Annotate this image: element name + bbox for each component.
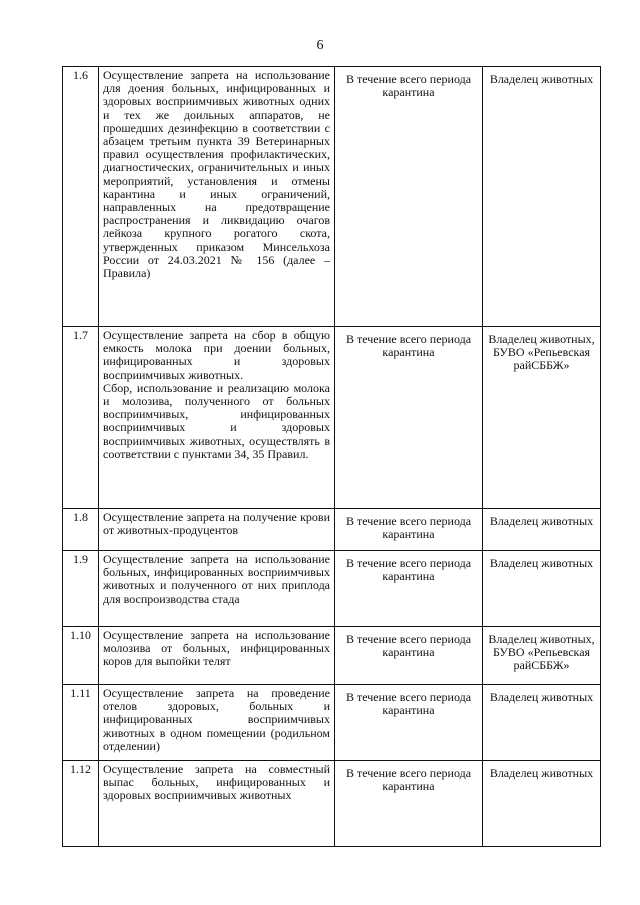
row-period: В течение всего периода карантина [335,509,483,551]
table-row [63,551,601,627]
row-action-part: Сбор, использование и реализацию молока и молозива, полученного от больных восприимчивых, инфицированных восприимчивых и здоровых восприимчивых животных, осуществлять в соответствии с пунктами 34, 35 Правил. [103,380,330,461]
row-number: 1.7 [63,327,99,509]
table-row [63,627,601,685]
row-number: 1.8 [63,509,99,551]
row-responsible: Владелец животных [483,551,601,627]
row-action: Осуществление запрета на использование для доения больных, инфицированных и здоровых восприимчивых животных одних и тех же доильных аппаратов, не прошедших дезинфекцию в соответствии с абзацем третьим пункта 39 Ветеринарных правил осуществления профилактических, диагностических, ограничительных и иных мероприятий, установления и отмены карантина и иных ограничений, направленных на предотвращение распространения и ликвидацию очагов лейкоза крупного рогатого скота, утвержденных приказом Минсельхоза России от 24.03.2021 № 156 (далее – Правила) [99,67,335,327]
row-number: 1.11 [63,685,99,761]
row-responsible: Владелец животных [483,67,601,327]
row-responsible: Владелец животных [483,509,601,551]
row-period: В течение всего периода карантина [335,327,483,509]
table-row [63,509,601,551]
row-period: В течение всего периода карантина [335,627,483,685]
table-row [63,327,601,509]
row-action [99,327,335,509]
row-period: В течение всего периода карантина [335,761,483,847]
row-action: Осуществление запрета на использование молозива от больных, инфицированных коров для выпойки телят [99,627,335,685]
row-number: 1.12 [63,761,99,847]
row-responsible: Владелец животных, БУВО «Репьевская райСББЖ» [483,327,601,509]
row-responsible: Владелец животных [483,761,601,847]
row-action: Осуществление запрета на получение крови от животных-продуцентов [99,509,335,551]
table-row [63,67,601,327]
row-action: Осуществление запрета на проведение отелов здоровых, больных и инфицированных восприимчивых животных в одном помещении (родильном отделении) [99,685,335,761]
row-action-part: Осуществление запрета на сбор в общую емкость молока при доении больных, инфицированных и здоровых восприимчивых животных. [103,328,330,382]
row-number: 1.6 [63,67,99,327]
row-number: 1.10 [63,627,99,685]
measures-table [62,66,601,847]
row-responsible: Владелец животных [483,685,601,761]
row-responsible: Владелец животных, БУВО «Репьевская райСББЖ» [483,627,601,685]
row-period: В течение всего периода карантина [335,551,483,627]
row-period: В течение всего периода карантина [335,67,483,327]
page-number: 6 [316,38,324,53]
table-row [63,685,601,761]
row-action: Осуществление запрета на совместный выпас больных, инфицированных и здоровых восприимчивых животных [99,761,335,847]
table-row [63,761,601,847]
row-action: Осуществление запрета на использование больных, инфицированных восприимчивых животных и полученного от них приплода для воспроизводства стада [99,551,335,627]
row-period: В течение всего периода карантина [335,685,483,761]
row-number: 1.9 [63,551,99,627]
